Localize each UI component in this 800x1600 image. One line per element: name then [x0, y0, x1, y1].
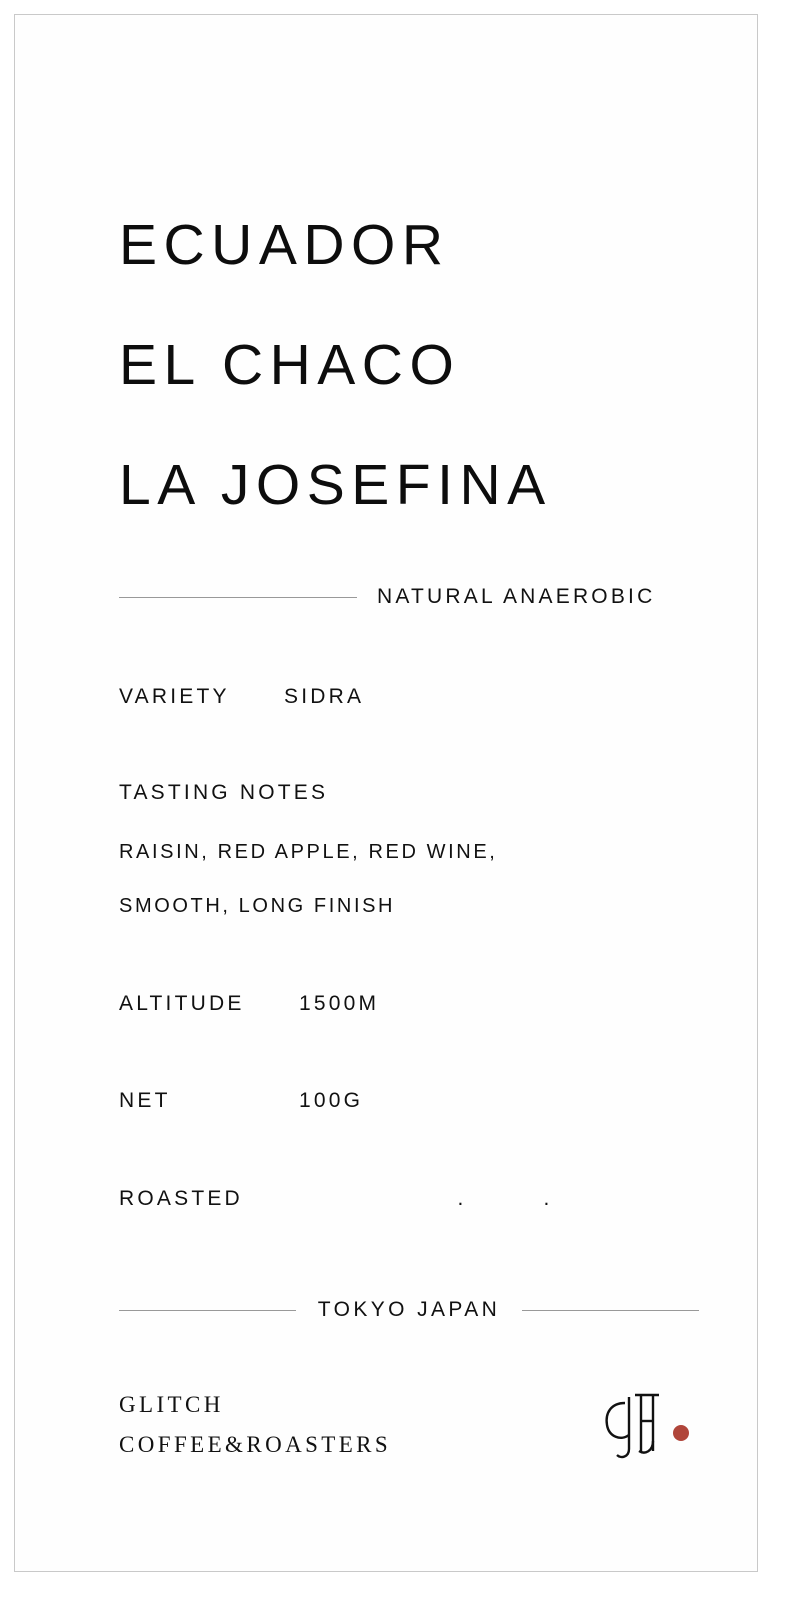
roast-date-fields [419, 1187, 669, 1211]
process-divider-rule [119, 597, 357, 598]
origin-divider-rule-right [522, 1310, 699, 1311]
spec-altitude-value: 1500M [299, 992, 380, 1015]
origin-row [119, 1290, 699, 1330]
label-content [105, 15, 685, 1571]
logo-dot [673, 1425, 689, 1441]
brand-line-2: COFFEE&ROASTERS [119, 1432, 392, 1457]
spec-roasted-key: ROASTED [119, 1187, 243, 1210]
spec-variety-value: SIDRA [284, 685, 365, 708]
origin-divider-rule-left [119, 1310, 296, 1311]
coffee-label-card [14, 14, 758, 1572]
brand-line-1: GLITCH [119, 1392, 224, 1417]
spec-tasting-notes-line2: SMOOTH, LONG FINISH [119, 895, 396, 917]
spec-net-value: 100G [299, 1089, 364, 1112]
spec-variety [119, 685, 364, 709]
spec-tasting-notes-line1: RAISIN, RED APPLE, RED WINE, [119, 841, 498, 863]
title-line-region: EL CHACO [119, 333, 461, 397]
spec-variety-key: VARIETY [119, 685, 230, 708]
spec-tasting-notes-heading: TASTING NOTES [119, 781, 329, 804]
spec-net-key: NET [119, 1089, 171, 1112]
title-line-farm: LA JOSEFINA [119, 453, 552, 517]
origin-label: TOKYO JAPAN [317, 1298, 501, 1321]
glitch-monogram-logo [589, 1377, 699, 1467]
footer [119, 1377, 699, 1497]
roast-date-separator-2: . [543, 1187, 553, 1210]
spec-net-weight [119, 1089, 363, 1113]
spec-altitude-key: ALTITUDE [119, 992, 245, 1015]
roast-date-separator-1: . [457, 1187, 467, 1210]
spec-altitude [119, 992, 379, 1016]
process-label: NATURAL ANAEROBIC [377, 585, 656, 608]
brand-wordmark [119, 1385, 391, 1465]
product-title [119, 185, 679, 545]
process-row [119, 575, 699, 619]
title-line-country: ECUADOR [119, 213, 450, 277]
spec-roasted-date [119, 1187, 699, 1211]
